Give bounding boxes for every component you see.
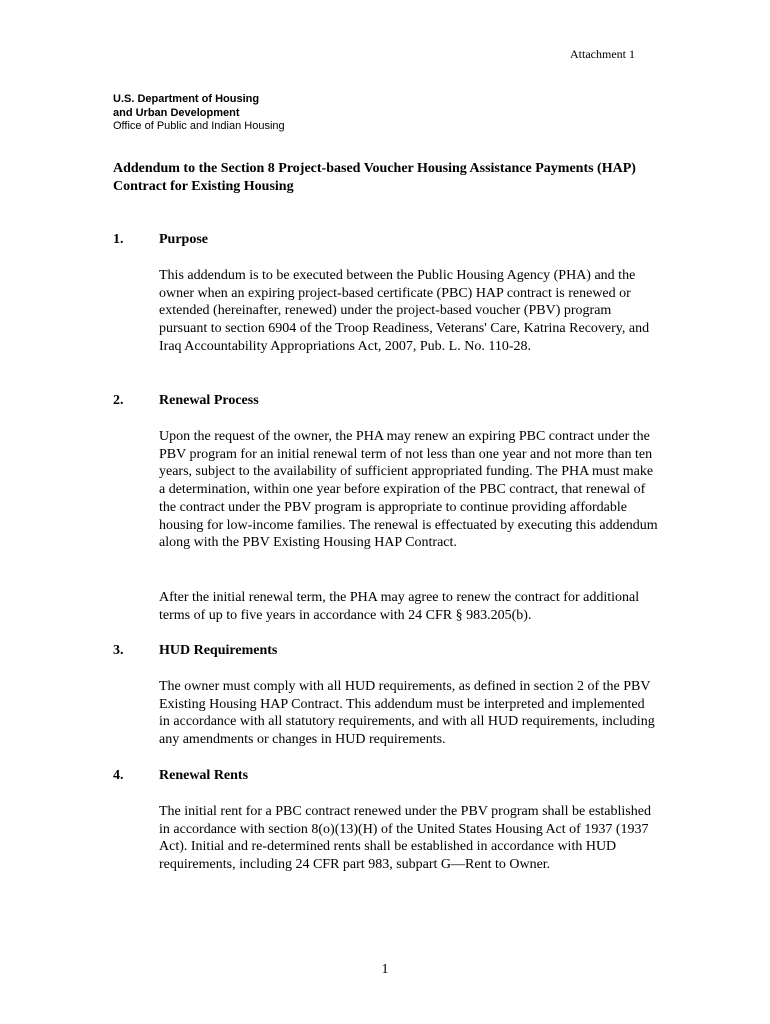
section-heading-renewal-rents <box>113 767 653 785</box>
section-paragraph: After the initial renewal term, the PHA may agree to renew the contract for additional terms of up to five years in accordance with 24 CFR § 983.205(b). <box>159 590 640 623</box>
agency-name-line-1: U.S. Department of Housing <box>113 93 260 105</box>
section-heading-renewal-process <box>113 392 653 410</box>
attachment-label: Attachment 1 <box>570 47 635 61</box>
section-number: 1. <box>113 232 124 247</box>
section-heading-hud-requirements <box>113 642 653 660</box>
section-paragraph: This addendum is to be executed between the Public Housing Agency (PHA) and the owner when an expiring project-based certificate (PBC) HAP contract is renewed or extended (hereinafter, renewed) under the project-based voucher (PBV) program pursuant to section 6904 of the Troop Readiness, Veterans' Care, Katrina Recovery, and Iraq Accountability Appropriations Act, 2007, Pub. L. No. 110-28. <box>159 268 650 354</box>
page-number: 1 <box>381 962 389 977</box>
section-paragraph: The initial rent for a PBC contract renewed under the PBV program shall be established in accordance with section 8(o)(13)(H) of the United States Housing Act of 1937 (1937 Act). Initial and re-determined rents shall be established in accordance with HUD requirements, including 24 CFR part 983, subpart G—Rent to Owner. <box>159 804 651 873</box>
office-name: Office of Public and Indian Housing <box>113 120 285 132</box>
section-heading-purpose <box>113 231 653 249</box>
section-number: 4. <box>113 768 124 783</box>
section-number: 2. <box>113 393 124 408</box>
document-title: Addendum to the Section 8 Project-based Voucher Housing Assistance Payments (HAP) Contract for Existing Housing <box>113 161 636 194</box>
section-title: Renewal Rents <box>159 768 249 783</box>
section-paragraph: Upon the request of the owner, the PHA may renew an expiring PBC contract under the PBV program for an initial renewal term of not less than one year and not more than ten years, subject to the availability of sufficient appropriated funding. The PHA must make a determination, within one year before expiration of the PBC contract, that renewal of the contract under the PBV program is appropriate to continue providing affordable housing for low-income families. The renewal is effectuated by executing this addendum along with the PBV Existing Housing HAP Contract. <box>159 429 658 551</box>
section-title: Renewal Process <box>159 393 259 408</box>
agency-block <box>113 93 285 134</box>
section-paragraph: The owner must comply with all HUD requirements, as defined in section 2 of the PBV Existing Housing HAP Contract. This addendum must be interpreted and implemented in accordance with all statutory requirements, and with all HUD requirements, including any amendments or changes in HUD requirements. <box>159 679 655 748</box>
section-number: 3. <box>113 643 124 658</box>
agency-name-line-2: and Urban Development <box>113 106 240 119</box>
section-title: Purpose <box>159 232 208 247</box>
section-title: HUD Requirements <box>159 643 278 658</box>
